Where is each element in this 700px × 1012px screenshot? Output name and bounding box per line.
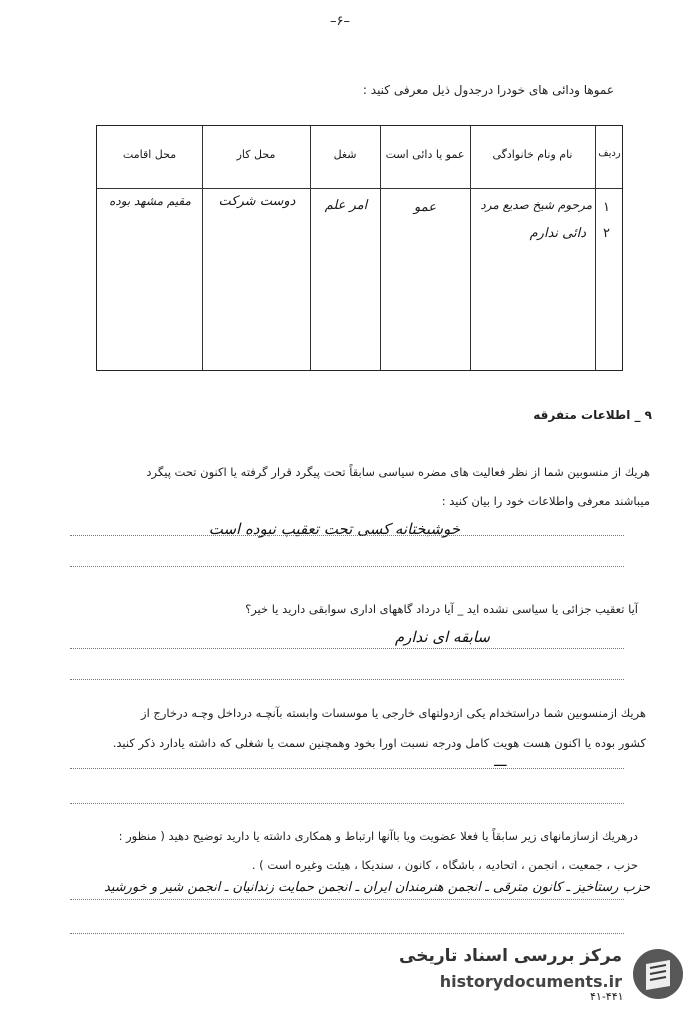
answer-4-handwritten: حزب رستاخیز ـ کانون مترقی ـ انجمن هنرمندان ایران ـ انجمن حمایت زندانیان ـ انجمن شیر و خورشید bbox=[104, 880, 650, 895]
row-number: ۱ bbox=[603, 200, 610, 215]
answer-3-handwritten: ـــ bbox=[494, 754, 507, 770]
header-workplace: محل کار bbox=[236, 148, 276, 161]
answer-line bbox=[70, 933, 624, 934]
question-4-line-1: درهریك ازسازمانهای زیر سابقاً یا فعلا عضویت ویا باآنها ارتباط و همکاری داشته یا دارید توضیح دهید ( منظور : bbox=[118, 829, 638, 843]
cell-occupation: امر علم bbox=[324, 198, 368, 213]
question-3-line-2: کشور بوده یا اکنون هست هویت کامل ودرجه نسبت اورا بخود وهمچنین سمت یا شغلی که داشته یادارد ذکر کنید. bbox=[112, 736, 646, 750]
row-number: ۲ bbox=[603, 226, 610, 241]
answer-line bbox=[70, 648, 624, 649]
question-2-line-1: آیا تعقیب جزائی یا سیاسی نشده اید _ آیا درداد گاههای اداری سوابقی دارید یا خیر؟ bbox=[245, 602, 638, 616]
document-reference: ۴۱-۴۴۱ bbox=[590, 990, 624, 1003]
cell-full-name: مرحوم شیخ صدیع مرد bbox=[480, 198, 592, 212]
watermark bbox=[399, 940, 690, 1006]
header-relation: عمو یا دائی است bbox=[385, 148, 465, 161]
cell-residence: مقیم مشهد بوده bbox=[109, 194, 191, 208]
section-9-title: ۹ _ اطلاعات متفرقه bbox=[533, 408, 652, 422]
question-4-line-2: حزب ، جمعیت ، انجمن ، اتحادیه ، باشگاه ، کانون ، سندیکا ، هیئت وغیره است ) . bbox=[251, 858, 638, 872]
answer-line bbox=[70, 803, 624, 804]
question-1-line-1: هریك از منسوبین شما از نظر فعالیت های مضره سیاسی سابقاً تحت پیگرد قرار گرفته یا اکنون تحت پیگرد bbox=[146, 465, 650, 479]
table-divider bbox=[202, 126, 203, 370]
answer-line bbox=[70, 899, 624, 900]
header-occupation: شغل bbox=[333, 148, 357, 161]
question-3-line-1: هریك ازمنسوبین شما دراستخدام یکی ازدولتهای خارجی یا موسسات وابسته بآنچـه درداخل وچـه درخارج از bbox=[141, 706, 646, 720]
page-number: –۶– bbox=[330, 14, 350, 29]
header-residence: محل اقامت bbox=[122, 148, 177, 161]
cell-relation: عمو bbox=[414, 200, 436, 215]
table-divider bbox=[595, 126, 596, 370]
watermark-site: historydocuments.ir bbox=[439, 972, 622, 991]
header-full-name: نام ونام خانوادگی bbox=[492, 148, 573, 161]
question-1-line-2: میباشند معرفی واطلاعات خود را بیان کنید : bbox=[441, 494, 650, 508]
table-divider bbox=[470, 126, 471, 370]
answer-line bbox=[70, 679, 624, 680]
answer-line bbox=[70, 768, 624, 769]
table-divider bbox=[380, 126, 381, 370]
family-section-intro: عموها ودائی های خودرا درجدول ذیل معرفی کنید : bbox=[362, 83, 614, 97]
family-table bbox=[96, 125, 623, 371]
answer-line bbox=[70, 535, 624, 536]
watermark-title: مرکز بررسی اسناد تاریخی bbox=[399, 946, 622, 966]
cell-full-name: دائی ندارم bbox=[529, 226, 586, 241]
answer-1-handwritten: خوشبختانه کسی تحت تعقیب نبوده است bbox=[208, 520, 460, 538]
table-divider bbox=[310, 126, 311, 370]
table-header-rule bbox=[97, 188, 622, 189]
header-row-number: ردیف bbox=[598, 148, 621, 159]
archive-logo-icon bbox=[630, 946, 686, 1002]
answer-line bbox=[70, 566, 624, 567]
answer-2-handwritten: سابقه ای ندارم bbox=[394, 628, 490, 646]
cell-workplace: دوست شرکت bbox=[218, 194, 296, 209]
